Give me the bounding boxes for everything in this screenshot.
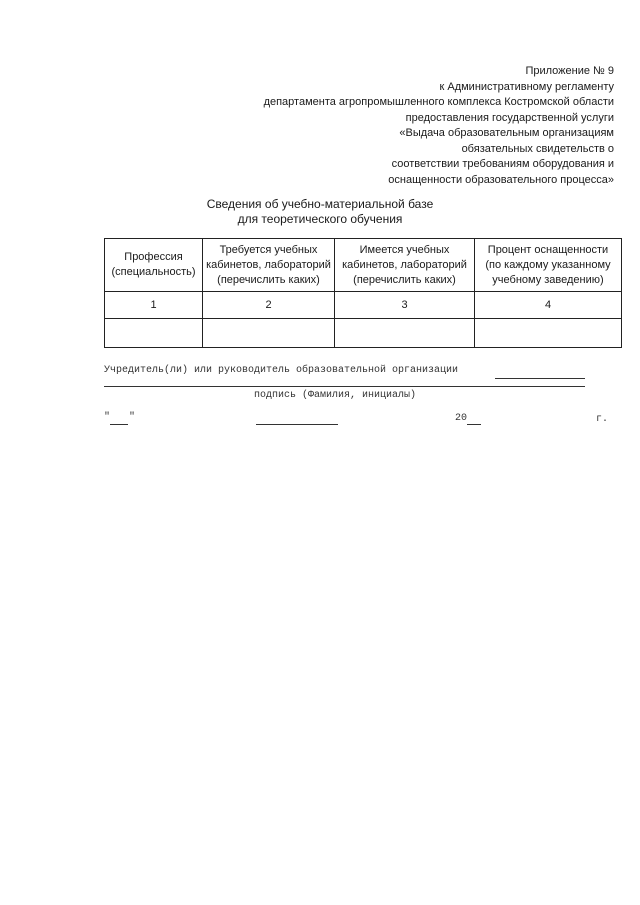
signature-line-short (495, 378, 585, 379)
year-prefix: 20 (455, 413, 468, 424)
table-row (105, 292, 622, 319)
equipment-table (104, 238, 622, 348)
column-number: 2 (203, 292, 335, 319)
empty-cell (335, 319, 475, 348)
column-header-percent: Процент оснащенности (по каждому указанному учебному заведению) (475, 239, 622, 292)
year-blank-line (467, 424, 481, 425)
column-number: 4 (475, 292, 622, 319)
title-line-2: для теоретического обучения (237, 212, 403, 226)
column-number: 3 (335, 292, 475, 319)
header-line: Приложение № 9 (525, 65, 614, 77)
column-number: 1 (105, 292, 203, 319)
column-header-profession: Профессия (специальность) (105, 239, 203, 292)
header-line: соответствии требованиям оборудования и (391, 158, 614, 170)
header-line: оснащенности образовательного процесса» (388, 173, 614, 186)
header-line: обязательных свидетельств о (461, 142, 614, 155)
table-header-row (105, 239, 622, 292)
date-close-quote: " (129, 412, 136, 423)
column-header-available: Имеется учебных кабинетов, лабораторий (перечислить каких) (335, 239, 475, 292)
empty-cell (105, 319, 203, 348)
appendix-header (194, 64, 614, 188)
title-line-1: Сведения об учебно-материальной базе (206, 197, 434, 211)
signature-line-long (104, 386, 585, 387)
year-suffix: г. (596, 414, 609, 425)
signature-caption: подпись (Фамилия, инициалы) (254, 390, 417, 401)
column-header-required: Требуется учебных кабинетов, лабораторий (перечислить каких) (203, 239, 335, 292)
header-line: к Административному регламенту (439, 80, 614, 93)
header-line: департамента агропромышленного комплекса Костромской области (263, 96, 614, 108)
empty-cell (203, 319, 335, 348)
table-row (105, 319, 622, 348)
document-title (0, 197, 640, 227)
founder-label: Учредитель(ли) или руководитель образовательной организации (104, 365, 459, 376)
day-blank-line (110, 424, 128, 425)
header-line: «Выдача образовательным организациям (399, 127, 614, 139)
month-blank-line (256, 424, 338, 425)
date-open-quote: " (104, 412, 111, 423)
empty-cell (475, 319, 622, 348)
header-line: предоставления государственной услуги (405, 111, 614, 124)
